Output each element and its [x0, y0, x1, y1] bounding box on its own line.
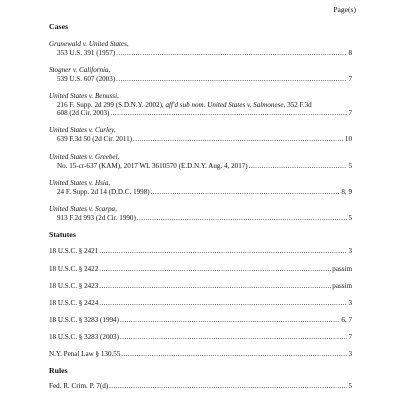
- case-citation: 539 U.S. 607 (2003): [57, 74, 116, 83]
- statute-entry: [49, 247, 352, 256]
- case-name: United States v. Greebel,: [49, 153, 120, 161]
- statute-entry: [49, 282, 352, 291]
- page-reference: 5: [348, 213, 352, 222]
- case-entry: [49, 205, 352, 222]
- statute-citation: 18 U.S.C. § 2423: [49, 282, 99, 290]
- case-entry: [49, 179, 352, 196]
- case-citation: 353 U.S. 391 (1957): [57, 48, 116, 57]
- page-reference: 8, 9: [341, 187, 352, 196]
- statute-entry: [49, 265, 352, 274]
- case-citation: 24 F. Supp. 2d 14 (D.D.C. 1998): [57, 187, 150, 196]
- statute-citation: 18 U.S.C. § 2421: [49, 247, 99, 255]
- page-reference: 7: [348, 109, 352, 117]
- dot-leader: [99, 247, 347, 256]
- section-heading-rules: Rules: [49, 366, 68, 375]
- case-entry: [49, 40, 352, 57]
- rule-citation: Fed. R. Crim. P. 7(d): [49, 382, 109, 390]
- dot-leader: [137, 214, 348, 223]
- statute-entry: [49, 333, 352, 342]
- dot-leader: [120, 333, 347, 342]
- dot-leader: [109, 382, 347, 391]
- case-entry: [49, 153, 352, 170]
- case-citation: 913 F.2d 993 (2d Cir. 1990): [57, 213, 136, 222]
- case-name: United States v. Scarpa,: [49, 205, 117, 213]
- page-reference: 7: [348, 333, 352, 341]
- case-citation: 608 (2d Cir. 2003): [57, 109, 110, 117]
- case-name: Grunewald v. United States,: [49, 40, 129, 48]
- page-reference: 8: [348, 48, 352, 57]
- page-reference: 10: [344, 134, 352, 143]
- statute-citation: 18 U.S.C. § 3283 (1994): [49, 316, 119, 324]
- dot-leader: [120, 316, 340, 325]
- dot-leader: [151, 188, 341, 197]
- case-citation: No. 15-cr-637 (KAM), 2017 WL 3610570 (E.D.N.Y. Aug. 4, 2017): [57, 161, 248, 170]
- page-reference: passim: [332, 265, 352, 273]
- rule-entry: [49, 382, 352, 391]
- dot-leader: [99, 299, 347, 308]
- section-heading-statutes: Statutes: [49, 230, 76, 239]
- page-reference: 5: [348, 161, 352, 170]
- statute-entry: [49, 316, 352, 325]
- case-citation-line: 216 F. Supp. 2d 299 (S.D.N.Y. 2002), aff'd sub nom. United States v. Salmonese, 352 F.3d: [57, 100, 312, 109]
- case-citation: 639 F.3d 50 (2d Cir. 2011): [57, 134, 133, 143]
- statute-citation: 18 U.S.C. § 2424: [49, 299, 99, 307]
- page-reference: passim: [332, 282, 352, 290]
- page-reference: 3: [348, 299, 352, 307]
- statute-entry: [49, 299, 352, 308]
- statute-citation: 18 U.S.C. § 3283 (2003): [49, 333, 119, 341]
- dot-leader: [99, 282, 331, 291]
- page-reference: 3: [348, 247, 352, 255]
- dot-leader: [99, 265, 331, 274]
- dot-leader: [116, 75, 347, 84]
- case-name: United States v. Curley,: [49, 126, 116, 134]
- statute-citation: 18 U.S.C. § 2422: [49, 265, 99, 273]
- case-name: United States v. Benussi,: [49, 92, 119, 100]
- case-entry: [49, 66, 352, 83]
- case-entry: [49, 92, 352, 118]
- statute-entry: [49, 350, 352, 359]
- section-heading-cases: Cases: [49, 22, 69, 31]
- case-entry: [49, 126, 352, 143]
- pages-column-header: Page(s): [333, 5, 356, 14]
- case-name: United States v. Hsia,: [49, 179, 111, 187]
- dot-leader: [116, 49, 347, 58]
- dot-leader: [110, 109, 347, 118]
- statute-citation: N.Y. Penal Law § 130.55: [49, 350, 121, 358]
- dot-leader: [133, 135, 344, 144]
- page-reference: 6, 7: [341, 316, 352, 324]
- case-name: Stogner v. California,: [49, 66, 111, 74]
- page-reference: 5: [348, 382, 352, 390]
- dot-leader: [249, 162, 348, 171]
- page-reference: 3: [348, 350, 352, 358]
- dot-leader: [121, 350, 347, 359]
- page-reference: 7: [348, 74, 352, 83]
